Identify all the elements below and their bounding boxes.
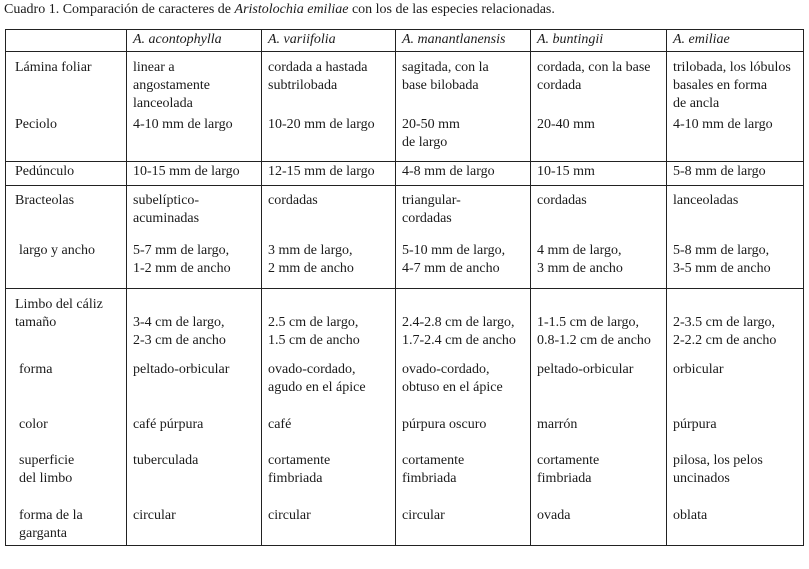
cell-garganta-emiliae: oblata [667, 507, 804, 546]
cell-superficie-emiliae: pilosa, los pelos uncinados [667, 452, 804, 507]
cell-largo-ancho-manantlanensis: 5-10 mm de largo, 4-7 mm de ancho [396, 242, 531, 289]
table-row-color [6, 416, 804, 452]
cell-lamina-variifolia: cordada a hastada subtrilobada [262, 52, 396, 117]
cell-largo-ancho-buntingii: 4 mm de largo, 3 mm de ancho [531, 242, 667, 289]
cell-color-manantlanensis: púrpura oscuro [396, 416, 531, 452]
row-label-garganta: forma de la garganta [6, 507, 127, 546]
row-label-color: color [6, 416, 127, 452]
cell-garganta-acontophylla: circular [127, 507, 262, 546]
cell-peciolo-buntingii: 20-40 mm [531, 116, 667, 162]
cell-largo-ancho-acontophylla: 5-7 mm de largo, 1-2 mm de ancho [127, 242, 262, 289]
header-species-emiliae: A. emiliae [667, 30, 804, 52]
cell-peciolo-manantlanensis: 20-50 mm de largo [396, 116, 531, 162]
cell-lamina-emiliae: trilobada, los lóbulos basales en forma de ancla [667, 52, 804, 117]
cell-bracteolas-acontophylla: subelíptico- acuminadas [127, 186, 262, 243]
table-row-lamina [6, 52, 804, 117]
cell-largo-ancho-variifolia: 3 mm de largo, 2 mm de ancho [262, 242, 396, 289]
header-species-buntingii: A. buntingii [531, 30, 667, 52]
cell-pedunculo-buntingii: 10-15 mm [531, 162, 667, 186]
header-species-acontophylla: A. acontophylla [127, 30, 262, 52]
cell-superficie-variifolia: cortamente fimbriada [262, 452, 396, 507]
cell-peciolo-emiliae: 4-10 mm de largo [667, 116, 804, 162]
table-caption [4, 1, 555, 19]
cell-color-acontophylla: café púrpura [127, 416, 262, 452]
cell-superficie-manantlanensis: cortamente fimbriada [396, 452, 531, 507]
cell-bracteolas-variifolia: cordadas [262, 186, 396, 243]
cell-forma-variifolia: ovado-cordado, agudo en el ápice [262, 361, 396, 416]
cell-limbo-manantlanensis: 2.4-2.8 cm de largo, 1.7-2.4 cm de ancho [396, 289, 531, 362]
row-label-limbo: Limbo del cáliz tamaño [6, 289, 127, 362]
cell-garganta-buntingii: ovada [531, 507, 667, 546]
cell-limbo-variifolia: 2.5 cm de largo, 1.5 cm de ancho [262, 289, 396, 362]
table-row-superficie [6, 452, 804, 507]
cell-lamina-manantlanensis: sagitada, con la base bilobada [396, 52, 531, 117]
cell-bracteolas-buntingii: cordadas [531, 186, 667, 243]
table-row-forma [6, 361, 804, 416]
comparison-table [5, 29, 804, 546]
header-row [6, 30, 804, 52]
table-row-peciolo [6, 116, 804, 162]
row-label-forma: forma [6, 361, 127, 416]
table-row-garganta [6, 507, 804, 546]
cell-bracteolas-manantlanensis: triangular- cordadas [396, 186, 531, 243]
cell-peciolo-acontophylla: 4-10 mm de largo [127, 116, 262, 162]
cell-limbo-buntingii: 1-1.5 cm de largo, 0.8-1.2 cm de ancho [531, 289, 667, 362]
cell-forma-acontophylla: peltado-orbicular [127, 361, 262, 416]
cell-pedunculo-acontophylla: 10-15 mm de largo [127, 162, 262, 186]
cell-color-variifolia: café [262, 416, 396, 452]
cell-limbo-emiliae: 2-3.5 cm de largo, 2-2.2 cm de ancho [667, 289, 804, 362]
cell-superficie-acontophylla: tuberculada [127, 452, 262, 507]
row-label-superficie: superficie del limbo [6, 452, 127, 507]
cell-forma-manantlanensis: ovado-cordado, obtuso en el ápice [396, 361, 531, 416]
cell-limbo-acontophylla: 3-4 cm de largo, 2-3 cm de ancho [127, 289, 262, 362]
cell-color-buntingii: marrón [531, 416, 667, 452]
cell-peciolo-variifolia: 10-20 mm de largo [262, 116, 396, 162]
header-empty-cell [6, 30, 127, 52]
cell-bracteolas-emiliae: lanceoladas [667, 186, 804, 243]
cell-pedunculo-manantlanensis: 4-8 mm de largo [396, 162, 531, 186]
cell-forma-buntingii: peltado-orbicular [531, 361, 667, 416]
row-label-peciolo: Peciolo [6, 116, 127, 162]
cell-largo-ancho-emiliae: 5-8 mm de largo, 3-5 mm de ancho [667, 242, 804, 289]
cell-pedunculo-emiliae: 5-8 mm de largo [667, 162, 804, 186]
caption-suffix: con los de las especies relacionadas. [348, 2, 555, 17]
header-species-variifolia: A. variifolia [262, 30, 396, 52]
cell-lamina-buntingii: cordada, con la base cordada [531, 52, 667, 117]
row-label-pedunculo: Pedúnculo [6, 162, 127, 186]
table-row-bracteolas [6, 186, 804, 243]
table-row-largo-ancho [6, 242, 804, 289]
cell-color-emiliae: púrpura [667, 416, 804, 452]
table-row-pedunculo [6, 162, 804, 186]
header-species-manantlanensis: A. manantlanensis [396, 30, 531, 52]
cell-pedunculo-variifolia: 12-15 mm de largo [262, 162, 396, 186]
cell-garganta-manantlanensis: circular [396, 507, 531, 546]
cell-lamina-acontophylla: linear a angostamente lanceolada [127, 52, 262, 117]
cell-superficie-buntingii: cortamente fimbriada [531, 452, 667, 507]
table-row-limbo [6, 289, 804, 362]
caption-species: Aristolochia emiliae [234, 2, 349, 17]
cell-forma-emiliae: orbicular [667, 361, 804, 416]
row-label-lamina: Lámina foliar [6, 52, 127, 117]
caption-prefix: Cuadro 1. Comparación de caracteres de [4, 2, 235, 17]
row-label-bracteolas: Bracteolas [6, 186, 127, 243]
cell-garganta-variifolia: circular [262, 507, 396, 546]
row-label-largo-ancho: largo y ancho [6, 242, 127, 289]
